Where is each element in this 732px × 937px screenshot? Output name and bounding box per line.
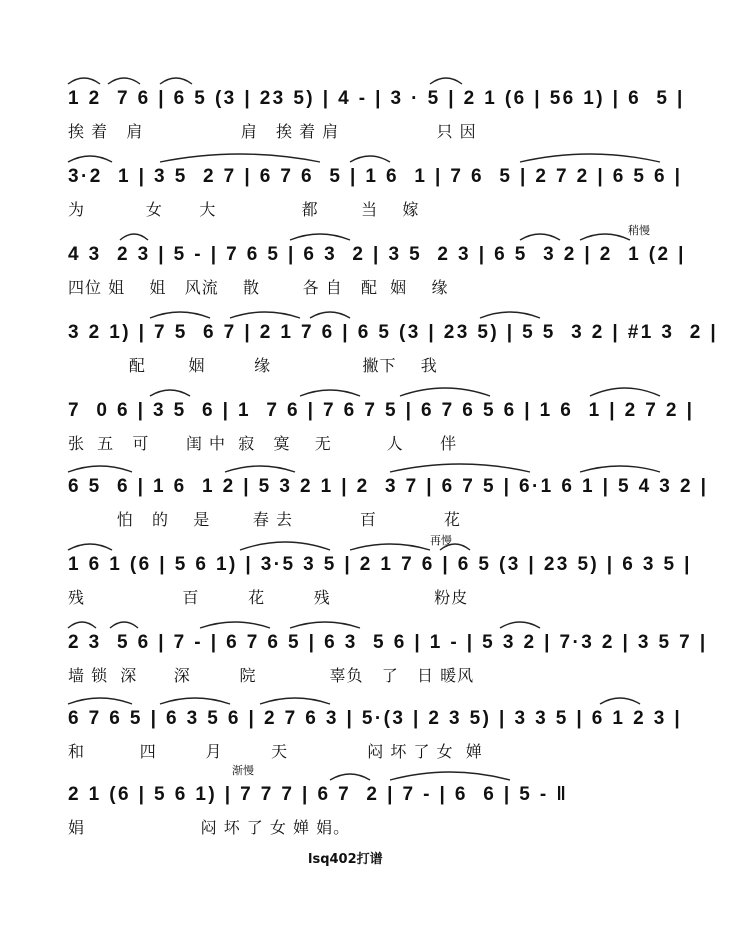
notation-line: 2 3 5 6 | 7 - | 6 7 6 5 | 6 3 5 6 | 1 - | 5 3 2 | 7·3 2 | 3 5 7 | bbox=[68, 632, 708, 653]
notation-line: 2 1 (6 | 5 6 1) | 7 7 7 | 6 7 2 | 7 - | 6 6 | 5 - ‖ bbox=[68, 784, 569, 805]
slur-marks bbox=[60, 616, 680, 630]
lyric-line: 配 姻 缘 撇下 我 bbox=[68, 356, 438, 375]
slur-marks bbox=[60, 768, 680, 782]
notation-line: 4 3 2 3 | 5 - | 7 6 5 | 6 3 2 | 3 5 2 3 | 6 5 3 2 | 2 1 (2 | bbox=[68, 244, 686, 265]
slur-marks bbox=[60, 692, 680, 706]
score-line-10 bbox=[0, 764, 732, 860]
slur-marks bbox=[60, 384, 680, 398]
slur-marks bbox=[60, 460, 680, 474]
lyric-line: 和 四 月 天 闷 坏 了 女 婵 bbox=[68, 742, 483, 761]
slur-marks bbox=[60, 228, 680, 242]
notation-line: 3·2 1 | 3 5 2 7 | 6 7 6 5 | 1 6 1 | 7 6 5 | 2 7 2 | 6 5 6 | bbox=[68, 166, 683, 187]
tempo-mark: 再慢 bbox=[430, 534, 452, 547]
tempo-mark: 渐慢 bbox=[232, 764, 254, 777]
slur-marks bbox=[60, 538, 680, 552]
notation-line: 6 5 6 | 1 6 1 2 | 5 3 2 1 | 2 3 7 | 6 7 5 | 6·1 6 1 | 5 4 3 2 | bbox=[68, 476, 709, 497]
lyric-line: 残 百 花 残 粉皮 bbox=[68, 588, 469, 607]
notation-line: 7 0 6 | 3 5 6 | 1 7 6 | 7 6 7 5 | 6 7 6 5 6 | 1 6 1 | 2 7 2 | bbox=[68, 400, 695, 421]
notation-line: 6 7 6 5 | 6 3 5 6 | 2 7 6 3 | 5·(3 | 2 3 5) | 3 3 5 | 6 1 2 3 | bbox=[68, 708, 683, 729]
tempo-mark: 稍慢 bbox=[628, 224, 650, 237]
notation-line: 3 2 1) | 7 5 6 7 | 2 1 7 6 | 6 5 (3 | 23 5) | 5 5 3 2 | #1 3 2 | bbox=[68, 322, 719, 343]
lyric-line: 为 女 大 都 当 嫁 bbox=[68, 200, 420, 219]
notation-line: 1 6 1 (6 | 5 6 1) | 3·5 3 5 | 2 1 7 6 | 6 5 (3 | 23 5) | 6 3 5 | bbox=[68, 554, 692, 575]
lyric-line: 张 五 可 闺 中 寂 寞 无 人 伴 bbox=[68, 434, 458, 453]
transcriber-credit: lsq402打谱 bbox=[308, 852, 383, 867]
slur-marks bbox=[60, 72, 680, 86]
lyric-line: 墙 锁 深 深 院 辜负 了 日 暖风 bbox=[68, 666, 475, 685]
slur-marks bbox=[60, 150, 680, 164]
lyric-line: 怕 的 是 春 去 百 花 bbox=[68, 510, 461, 529]
lyric-line: 娟 闷 坏 了 女 婵 娟。 bbox=[68, 818, 351, 837]
lyric-line: 挨 着 肩 肩 挨 着 肩 只 因 bbox=[68, 122, 477, 141]
slur-marks bbox=[60, 306, 680, 320]
lyric-line: 四位 姐 姐 风流 散 各 自 配 姻 缘 bbox=[68, 278, 449, 297]
notation-line: 1 2 7 6 | 6 5 (3 | 23 5) | 4 - | 3 · 5 | 2 1 (6 | 56 1) | 6 5 | bbox=[68, 88, 685, 109]
